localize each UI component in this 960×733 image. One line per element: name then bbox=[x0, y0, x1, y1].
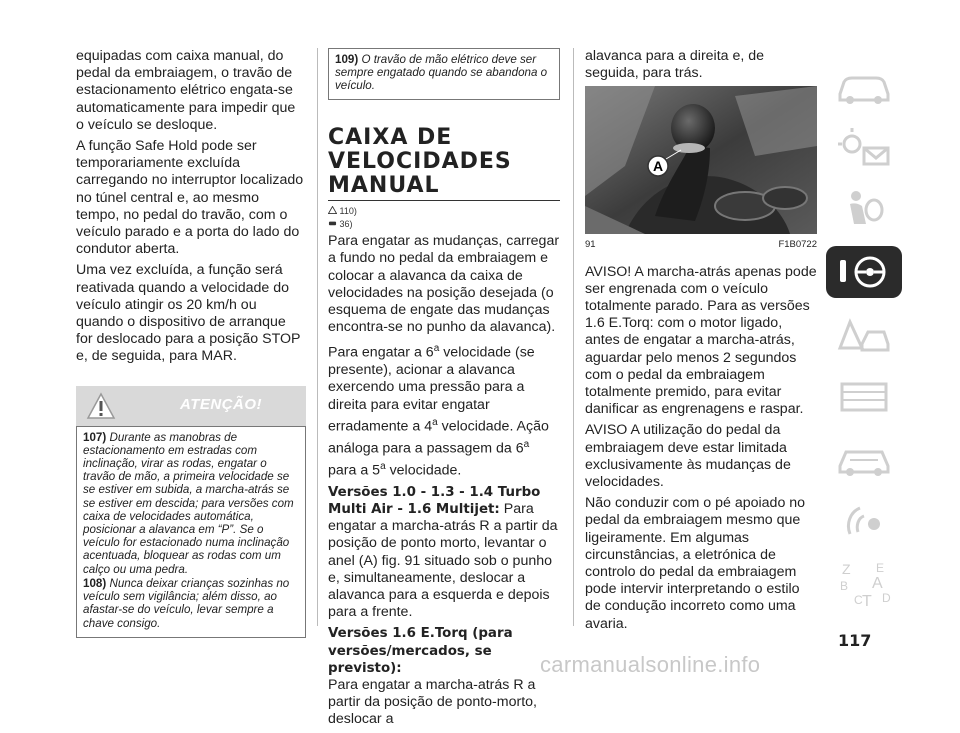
chapter-tab-dashboard[interactable] bbox=[826, 122, 902, 174]
paragraph: AVISO A utilização do pedal da embraiagem deve estar limitada exclusivamente às mudanças de velocidades. bbox=[585, 422, 791, 491]
gearshift-illustration bbox=[585, 86, 817, 234]
note-text: O travão de mão elétrico deve ser sempre engatado quando se abandona o veículo. bbox=[335, 53, 548, 93]
paragraph: Não conduzir com o pé apoiado no pedal da embraiagem mesmo que ligeiramente. Em algumas circunstâncias, a eletrónica de controlo do pedal da embraiagem pode intervir interpretando o estilo de condução incorreto como uma avaria. bbox=[585, 495, 806, 632]
warning-number: 107) bbox=[83, 430, 107, 444]
index-letter: E bbox=[876, 561, 885, 575]
paragraph: Para engatar a marcha-atrás R a partir da posição de ponto-morto, deslocar a bbox=[328, 676, 537, 728]
references bbox=[328, 205, 560, 231]
note-number: 109) bbox=[335, 53, 359, 66]
figure-caption bbox=[585, 236, 817, 253]
subheading: Versões 1.0 - 1.3 - 1.4 Turbo Multi Air - 1.6 Multijet: bbox=[328, 484, 541, 517]
chapter-tab-emergency[interactable] bbox=[826, 308, 902, 360]
title-rule bbox=[328, 200, 560, 202]
emergency-icon bbox=[826, 308, 902, 360]
column-2 bbox=[328, 48, 560, 733]
chapter-sidebar bbox=[826, 60, 902, 618]
paragraph: AVISO! A marcha-atrás apenas pode ser engrenada com o veículo totalmente parado. Para as versões 1.6 E.Torq: com o motor ligado, antes de engatar a marcha-atrás, aguardar pelo menos 2 segundos com o pedal da embraiagem totalmente premido, para evitar danificar as engrenagens e raspar. bbox=[585, 263, 817, 418]
paragraph: Para engatar a 6$^a$ velocidade (se presente), acionar a alavanca exercendo uma pressão para a direita para evitar engatar erradamente a 4$^a$ velocidade. Ação análoga para a passagem da 6$^a$ para a 5$^a$ velocidade. bbox=[328, 343, 549, 479]
chapter-tab-technical-data[interactable] bbox=[826, 432, 902, 484]
section-title: CAIXA DE VELOCIDADES MANUAL bbox=[328, 124, 512, 198]
subheading: Versões 1.6 E.Torq (para versões/mercados, se previsto): bbox=[328, 626, 513, 676]
index-letter: D bbox=[882, 591, 891, 605]
multimedia-icon bbox=[826, 494, 902, 546]
chapter-tab-car[interactable] bbox=[826, 60, 902, 112]
chapter-tab-maintenance[interactable] bbox=[826, 370, 902, 422]
column-3 bbox=[585, 48, 817, 637]
figure-code: F1B0722 bbox=[778, 239, 817, 251]
photo-label: A bbox=[652, 158, 664, 175]
steering-key-icon bbox=[826, 246, 902, 298]
watermark: carmanualsonline.info bbox=[540, 652, 761, 677]
warning-item bbox=[83, 577, 299, 630]
warning-number: 108) bbox=[83, 576, 107, 590]
page-number: 117 bbox=[838, 631, 872, 650]
index-letter: C bbox=[854, 593, 863, 607]
warning-lights-icon bbox=[826, 122, 902, 174]
warning-ref: 110) bbox=[328, 205, 560, 218]
paragraph: equipadas com caixa manual, do pedal da embraiagem, o travão de estacionamento elétrico engata-se automaticamente para impedir que o veículo se desloque. bbox=[76, 48, 296, 133]
technical-data-icon bbox=[826, 432, 902, 484]
car-small-icon bbox=[328, 219, 337, 227]
car-icon bbox=[826, 60, 902, 112]
warning-item bbox=[83, 431, 299, 576]
chapter-tab-safety[interactable] bbox=[826, 184, 902, 236]
warning-text: Nunca deixar crianças sozinhas no veículo sem vigilância; além disso, ao afastar-se do veículo, levar sempre a chave consigo. bbox=[83, 576, 290, 630]
figure-number: 91 bbox=[585, 239, 596, 251]
chapter-tab-index[interactable] bbox=[826, 556, 902, 608]
warning-triangle-icon bbox=[328, 206, 337, 214]
index-letter: B bbox=[840, 579, 849, 593]
warning-title: ATENÇÃO! bbox=[179, 395, 263, 413]
airbag-person-icon bbox=[826, 184, 902, 236]
column-1 bbox=[76, 48, 306, 638]
warning-text: Durante as manobras de estacionamento em estradas com inclinação, virar as rodas, engatar o travão de mão, a primeira velocidade se se estiver em subida, a marcha-atrás se se estiver em descida; para versões com caixa de velocidades automática, posicionar a alavanca em “P”. Se o veículo for estacionado numa inclinação acentuada, bloquear as rodas com um calço ou uma pedra. bbox=[83, 430, 294, 576]
warning-box bbox=[76, 426, 306, 638]
paragraph: Versões 1.0 - 1.3 - 1.4 Turbo Multi Air - 1.6 Multijet: Para engatar a marcha-atrás R a partir da posição de ponto morto, levantar o anel (A) fig. 91 situado sob o punho e, simultaneamente, deslocar a alavanca para a esquerda e depois para a frente. bbox=[328, 484, 558, 621]
warning-triangle-icon bbox=[86, 392, 116, 420]
index-icon bbox=[826, 556, 902, 608]
index-letter: A bbox=[872, 575, 883, 592]
paragraph: A função Safe Hold pode ser temporariamente excluída carregando no interruptor localizado no túnel central e, ao mesmo tempo, no pedal do travão, com o veículo parado e a porta do lado do condutor aberta. bbox=[76, 138, 304, 258]
paragraph: alavanca para a direita e, de seguida, para trás. bbox=[585, 48, 765, 82]
chapter-tab-multimedia[interactable] bbox=[826, 494, 902, 546]
index-letter: T bbox=[862, 593, 872, 608]
gearshift-photo bbox=[585, 86, 817, 234]
index-letter: Z bbox=[842, 561, 851, 577]
column-divider bbox=[573, 48, 574, 626]
note-box bbox=[328, 48, 560, 100]
paragraph: Para engatar as mudanças, carregar a fundo no pedal da embraiagem e colocar a alavanca da caixa de velocidades na posição desejada (o esquema de engate das mudanças encontra-se no punho da alavanca). bbox=[328, 233, 560, 336]
note-ref: 36) bbox=[328, 218, 560, 231]
chapter-tab-starting-driving[interactable] bbox=[826, 246, 902, 298]
maintenance-icon bbox=[826, 370, 902, 422]
warning-header bbox=[76, 386, 306, 426]
paragraph: Uma vez excluída, a função será reativada quando a velocidade do veículo atingir os 20 km/h ou quando o dispositivo de arranque for deslocado para a posição STOP e, de seguida, para MAR. bbox=[76, 262, 301, 365]
column-divider bbox=[317, 48, 318, 626]
